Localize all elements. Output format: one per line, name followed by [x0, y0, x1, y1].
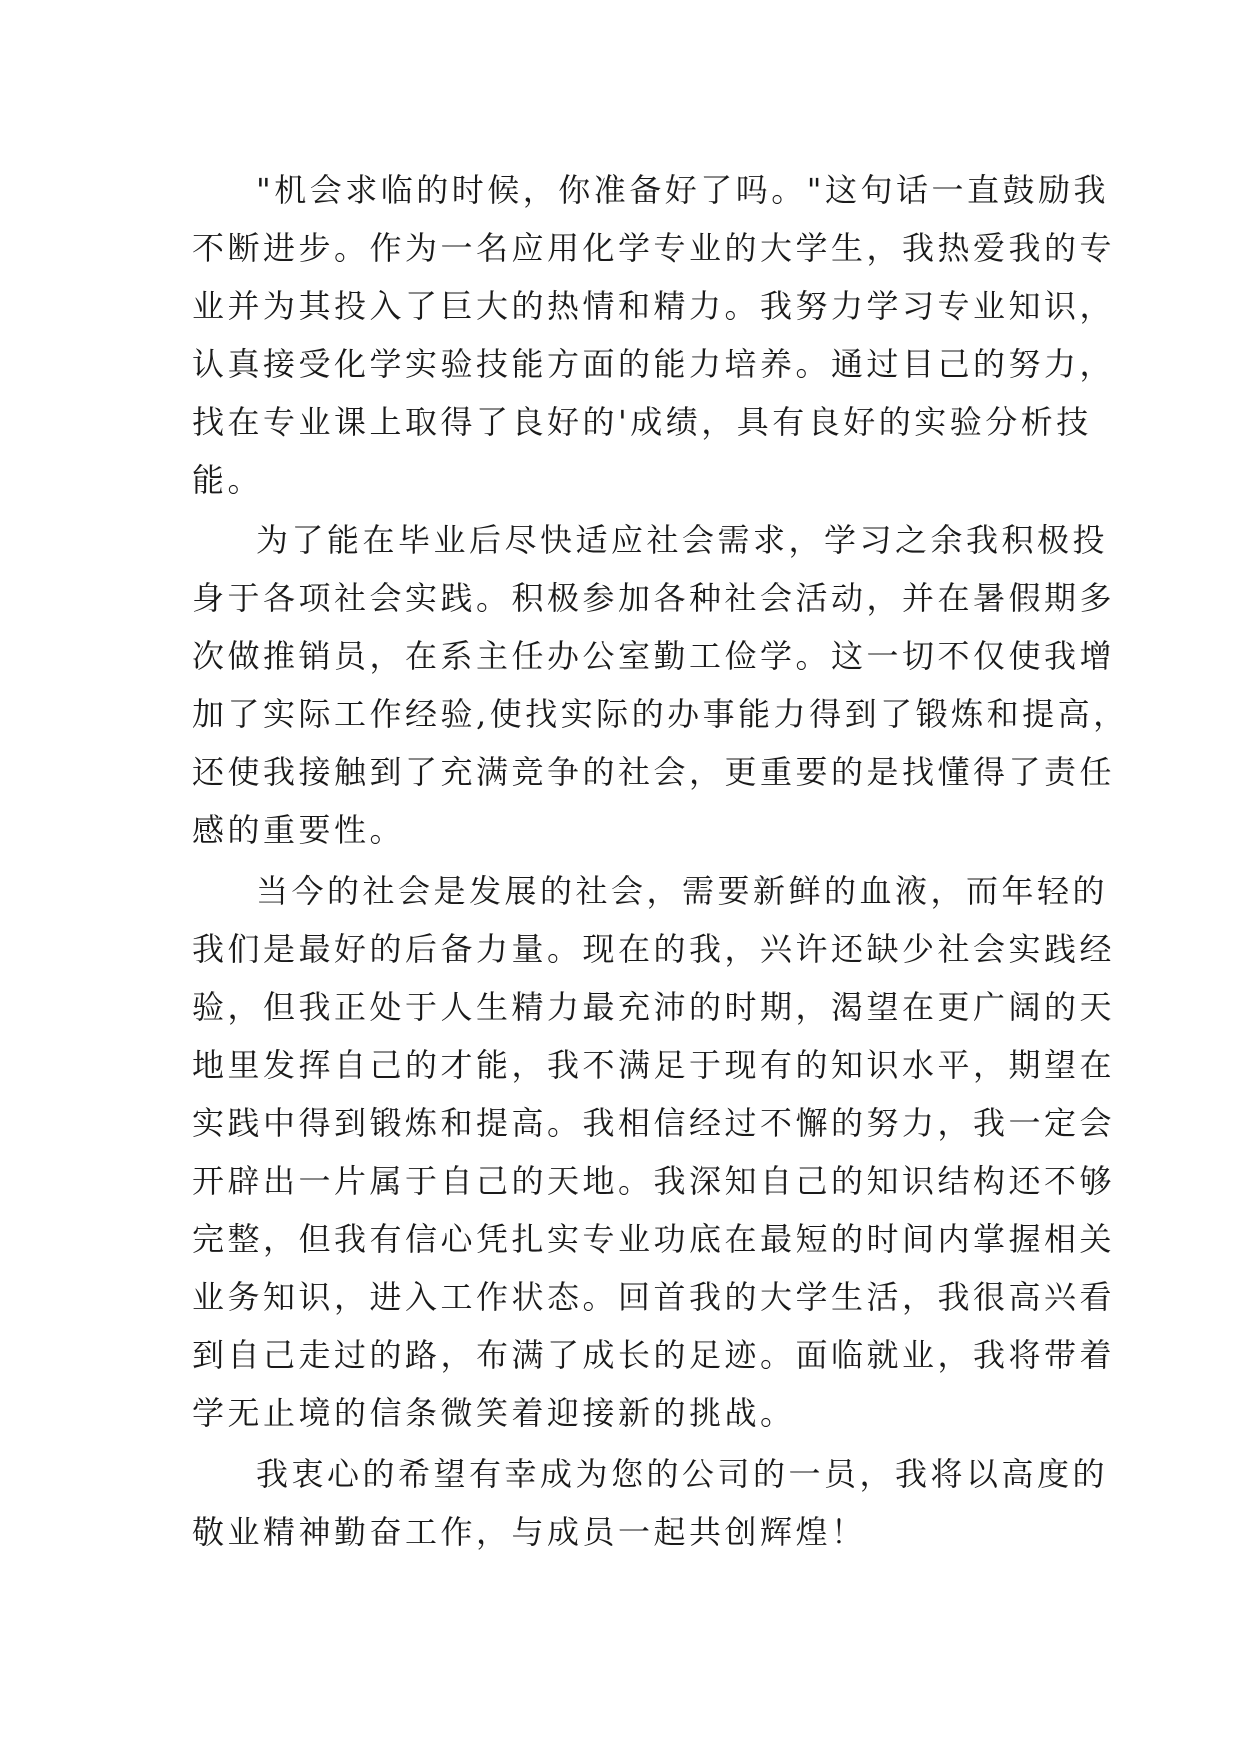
paragraph-line: 完整，但我有信心凭扎实专业功底在最短的时间内掌握相关	[192, 1220, 1116, 1258]
paragraph-line: 业并为其投入了巨大的热情和精力。我努力学习专业知识，	[192, 287, 1116, 325]
paragraph-line: 不断进步。作为一名应用化学专业的大学生，我热爱我的专	[192, 229, 1116, 267]
paragraph-line: 到自己走过的路，布满了成长的足迹。面临就业，我将带着	[192, 1336, 1116, 1374]
paragraph-line: 当今的社会是发展的社会，需要新鲜的血液，而年轻的	[256, 872, 1109, 910]
paragraph-line: 加了实际工作经验,使找实际的办事能力得到了锻炼和提高，	[192, 695, 1129, 733]
paragraph-line: 敬业精神勤奋工作，与成员一起共创辉煌！	[192, 1513, 867, 1551]
paragraph-line: 感的重要性。	[192, 811, 406, 849]
paragraph-line: "机会求临的时候，你准备好了吗。"这句话一直鼓励我	[256, 171, 1109, 209]
paragraph-line: 认真接受化学实验技能方面的能力培养。通过目己的努力，	[192, 345, 1116, 383]
paragraph-line: 开辟出一片属于自己的天地。我深知自己的知识结构还不够	[192, 1162, 1116, 1200]
paragraph-line: 次做推销员，在系主任办公室勤工俭学。这一切不仅使我增	[192, 637, 1116, 675]
paragraph-line: 我们是最好的后备力量。现在的我，兴许还缺少社会实践经	[192, 930, 1116, 968]
paragraph-line: 地里发挥自己的才能，我不满足于现有的知识水平，期望在	[192, 1046, 1116, 1084]
paragraph-line: 为了能在毕业后尽快适应社会需求，学习之余我积极投	[256, 521, 1109, 559]
paragraph-line: 找在专业课上取得了良好的'成绩，具有良好的实验分析技	[192, 403, 1092, 441]
paragraph-line: 还使我接触到了充满竞争的社会，更重要的是找懂得了责任	[192, 753, 1116, 791]
paragraph-line: 学无止境的信条微笑着迎接新的挑战。	[192, 1394, 796, 1432]
paragraph-line: 实践中得到锻炼和提高。我相信经过不懈的努力，我一定会	[192, 1104, 1116, 1142]
paragraph-line: 我衷心的希望有幸成为您的公司的一员，我将以高度的	[256, 1455, 1109, 1493]
paragraph-line: 业务知识，进入工作状态。回首我的大学生活，我很高兴看	[192, 1278, 1116, 1316]
paragraph-line: 验，但我正处于人生精力最充沛的时期，渴望在更广阔的天	[192, 988, 1116, 1026]
paragraph-line: 身于各项社会实践。积极参加各种社会活动，并在暑假期多	[192, 579, 1116, 617]
paragraph-line: 能。	[192, 461, 264, 499]
